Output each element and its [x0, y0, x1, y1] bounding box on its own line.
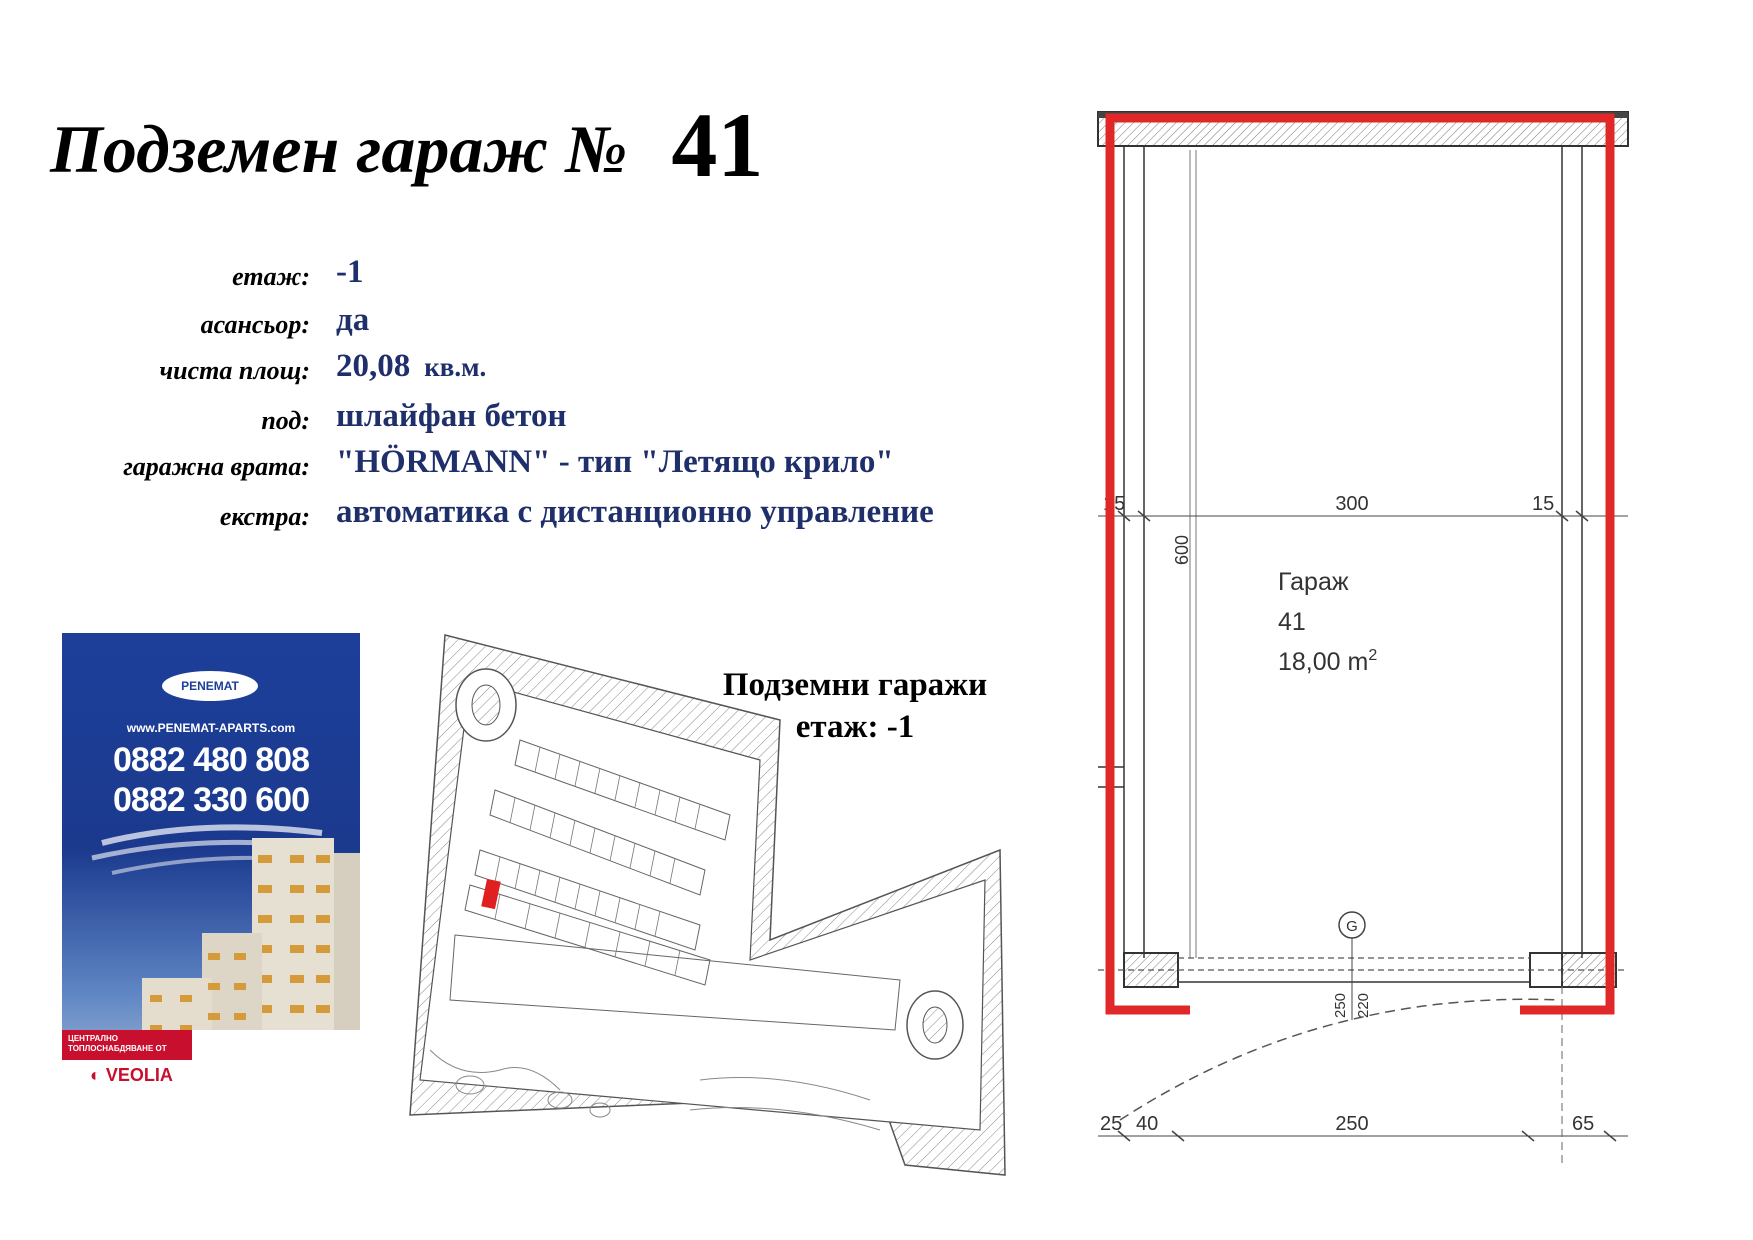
- dim-bottom-3: 250: [1335, 1113, 1369, 1135]
- room-area: 18,00 $m^2$: [1278, 647, 1378, 676]
- veolia-icon: ◐: [90, 1065, 106, 1085]
- property-value: 20,08 кв.м.: [336, 348, 487, 384]
- dim-bottom-1: 25: [1100, 1113, 1123, 1135]
- heating-note: ЦЕНТРАЛНО ТОПЛОСНАБДЯВАНЕ ОТ: [62, 1030, 192, 1060]
- property-value: "HÖRMANN" - тип "Летящо крило": [336, 444, 894, 480]
- site-plan-title-line2: етаж: -1: [795, 709, 915, 745]
- door-dim-1: 250: [1332, 992, 1349, 1018]
- garage-number: 41: [671, 94, 764, 196]
- dim-top-mid: 300: [1335, 493, 1369, 515]
- dim-height: 600: [1172, 534, 1192, 566]
- grid-label: G: [1346, 918, 1358, 935]
- property-label: под:: [261, 406, 310, 435]
- property-unit: кв.м.: [424, 352, 487, 382]
- phone-number-1: 0882 480 808: [113, 741, 309, 779]
- property-value: шлайфан бетон: [336, 398, 567, 434]
- dim-bottom-2: 40: [1136, 1113, 1159, 1135]
- partner-name: VEOLIA: [105, 1065, 173, 1085]
- property-value: автоматика с дистанционно управление: [336, 494, 934, 530]
- property-label: чиста площ:: [159, 356, 310, 385]
- website-url: www.PENEMAT-APARTS.com: [126, 721, 296, 735]
- room-number: 41: [1278, 608, 1306, 636]
- door-dim-2: 220: [1355, 992, 1372, 1018]
- property-label: етаж:: [232, 262, 310, 291]
- title-label: Подземен гараж №: [50, 111, 628, 187]
- property-label: гаражна врата:: [123, 452, 310, 481]
- dim-top-right: 15: [1532, 493, 1555, 515]
- dim-top-left: 15: [1103, 493, 1126, 515]
- phone-number-2: 0882 330 600: [113, 781, 309, 819]
- property-label: екстра:: [219, 502, 310, 531]
- room-name: Гараж: [1278, 568, 1349, 596]
- property-value: да: [336, 302, 370, 338]
- brand-logo: PENEMAT: [162, 671, 258, 701]
- property-value: -1: [336, 254, 364, 290]
- property-label: асансьор:: [200, 310, 310, 339]
- dim-bottom-4: 65: [1572, 1113, 1595, 1135]
- site-plan-title-line1: Подземни гаражи: [722, 667, 988, 703]
